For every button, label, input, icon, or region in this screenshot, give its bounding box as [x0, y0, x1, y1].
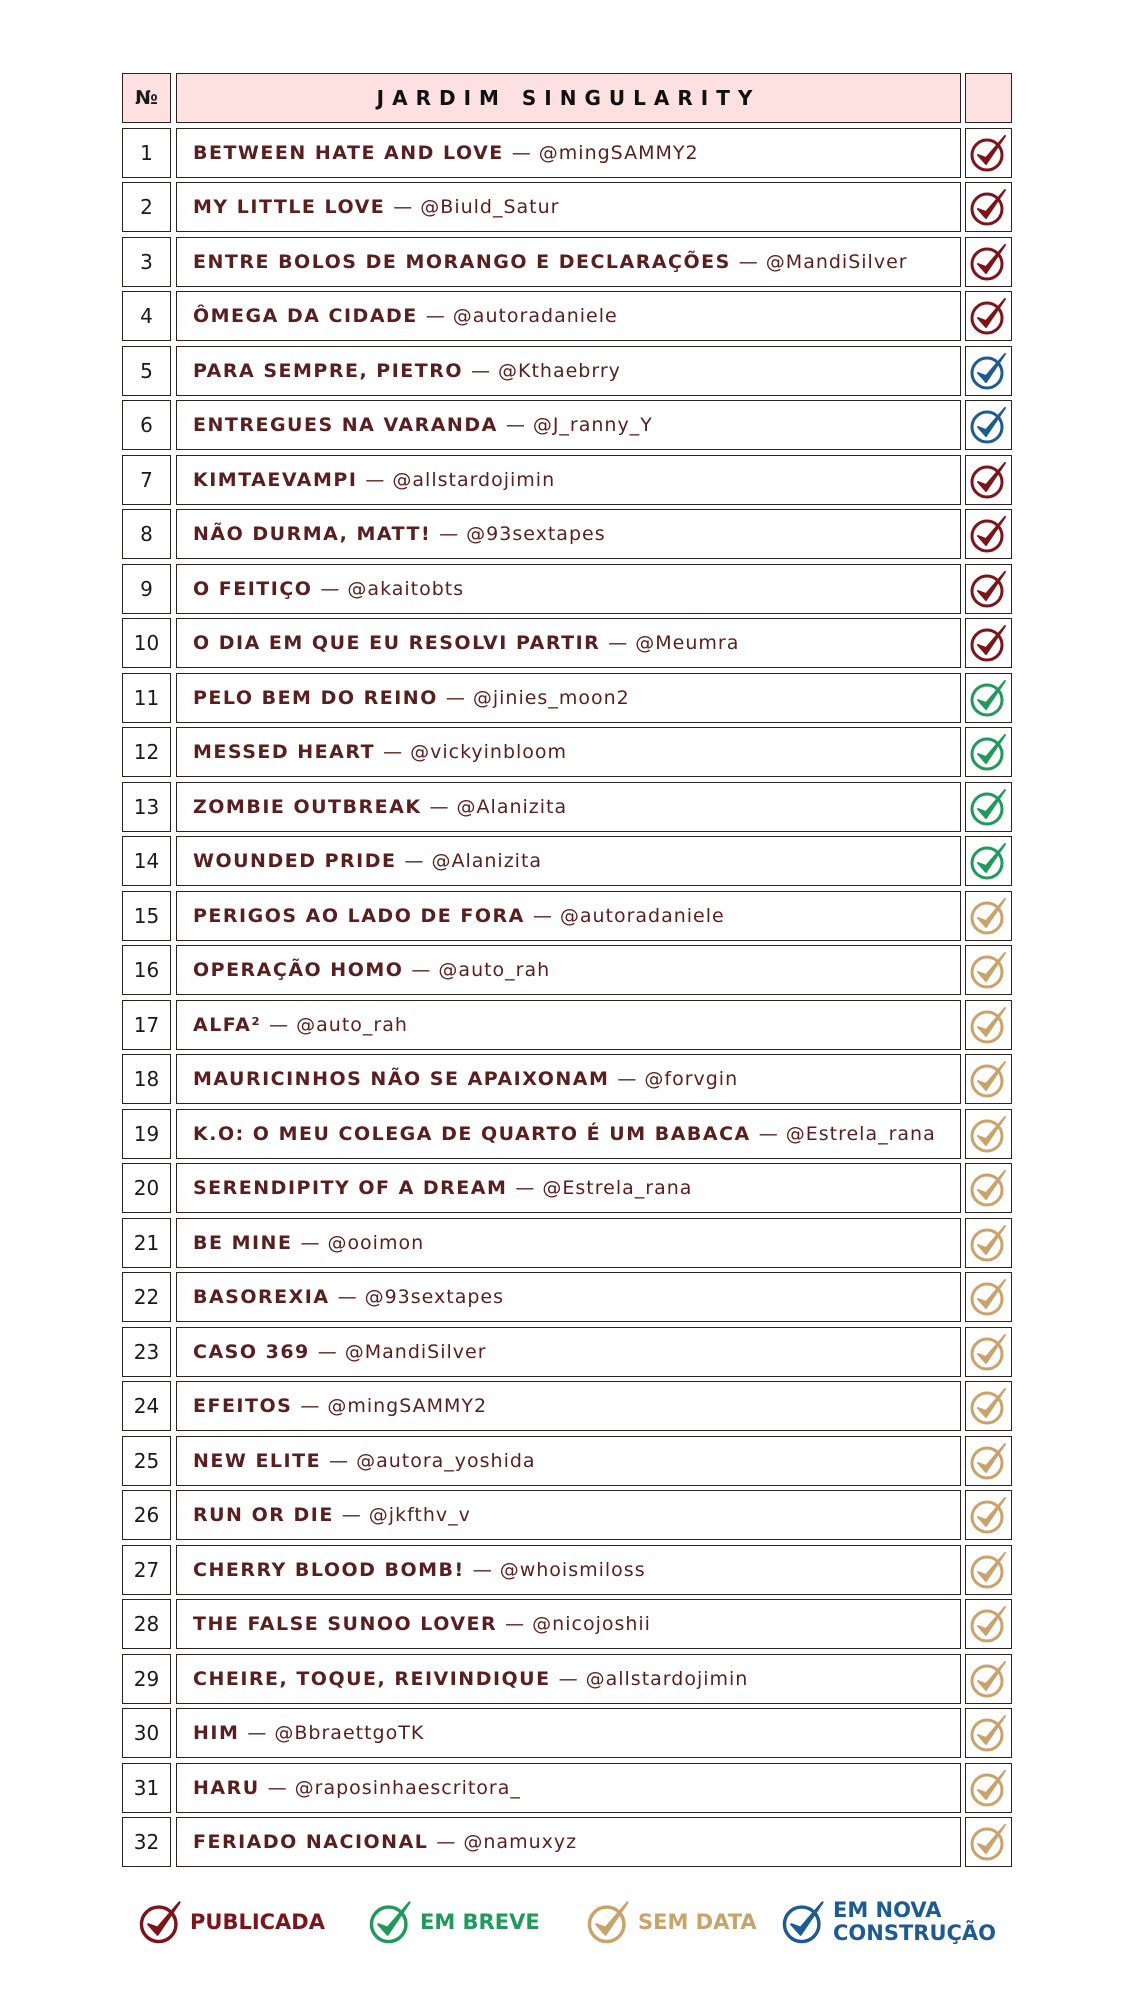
story-title: OPERAÇÃO HOMO — [193, 959, 404, 981]
row-title — [176, 1272, 961, 1322]
row-number: 21 — [122, 1218, 171, 1268]
row-number: 29 — [122, 1654, 171, 1704]
separator: — — [383, 741, 403, 763]
separator: — — [425, 305, 445, 327]
status-cell — [965, 727, 1012, 777]
check-circle-icon — [138, 1899, 184, 1945]
check-circle-icon — [969, 1713, 1009, 1753]
separator: — — [436, 1831, 456, 1853]
author-handle: @93sextapes — [466, 523, 606, 545]
legend-item-publicada — [138, 1892, 325, 1952]
table-row — [122, 455, 1012, 510]
check-circle-icon — [969, 1604, 1009, 1644]
separator: — — [439, 523, 459, 545]
separator: — — [471, 359, 490, 382]
row-title — [176, 1436, 961, 1486]
check-circle-icon — [969, 1005, 1009, 1045]
author-handle: @BbraettgoTK — [274, 1722, 425, 1744]
separator: — — [532, 904, 552, 927]
row-title — [176, 618, 961, 668]
status-cell — [965, 1109, 1012, 1159]
author-handle: @Alanizita — [456, 795, 568, 818]
status-cell — [965, 945, 1012, 995]
story-title: EFEITOS — [193, 1395, 293, 1417]
table-row — [122, 1708, 1012, 1763]
author-handle: @autoradaniele — [559, 904, 725, 927]
row-title — [176, 836, 961, 886]
legend-label-line: SEM DATA — [638, 1909, 757, 1934]
table-row — [122, 1163, 1012, 1218]
story-title: BETWEEN HATE AND LOVE — [193, 141, 504, 164]
check-circle-icon — [969, 787, 1009, 827]
separator: — — [429, 795, 449, 818]
table-row — [122, 1218, 1012, 1273]
row-title — [176, 1381, 961, 1431]
table-row — [122, 509, 1012, 564]
legend-label — [638, 1911, 757, 1934]
author-handle: @allstardojimin — [585, 1667, 749, 1690]
row-number: 4 — [122, 291, 171, 341]
status-cell — [965, 1436, 1012, 1486]
status-cell — [965, 182, 1012, 232]
check-circle-icon — [781, 1899, 827, 1945]
story-title: O FEITIÇO — [193, 577, 313, 600]
author-handle: @namuxyz — [463, 1831, 578, 1853]
author-handle: @jkfthv_v — [368, 1504, 471, 1526]
table-row — [122, 727, 1012, 782]
author-handle: @whoismiloss — [499, 1558, 646, 1581]
story-title: K.O: O MEU COLEGA DE QUARTO É UM BABACA — [193, 1122, 751, 1145]
author-handle: @autoradaniele — [452, 305, 618, 327]
row-number: 14 — [122, 836, 171, 886]
status-column-header — [965, 73, 1012, 123]
row-number: 17 — [122, 1000, 171, 1050]
table-row — [122, 128, 1012, 183]
status-cell — [965, 1327, 1012, 1377]
status-cell — [965, 1381, 1012, 1431]
check-circle-icon — [969, 1114, 1009, 1154]
status-cell — [965, 237, 1012, 287]
story-title: KIMTAEVAMPI — [193, 468, 358, 491]
status-cell — [965, 509, 1012, 559]
row-number: 28 — [122, 1599, 171, 1649]
row-title — [176, 1054, 961, 1104]
table-row — [122, 1381, 1012, 1436]
row-title — [176, 1163, 961, 1213]
row-title — [176, 455, 961, 505]
story-title: MY LITTLE LOVE — [193, 196, 386, 218]
author-handle: @mingSAMMY2 — [327, 1395, 488, 1417]
table-row — [122, 291, 1012, 346]
separator: — — [608, 632, 628, 654]
legend-item-sem-data — [586, 1892, 757, 1952]
row-number: 31 — [122, 1763, 171, 1813]
status-table — [122, 73, 1012, 1872]
row-number: 13 — [122, 782, 171, 832]
row-title — [176, 727, 961, 777]
row-number: 27 — [122, 1545, 171, 1595]
status-cell — [965, 1817, 1012, 1867]
story-title: THE FALSE SUNOO LOVER — [193, 1613, 498, 1635]
author-handle: @Biuld_Satur — [420, 196, 560, 218]
separator: — — [300, 1395, 320, 1417]
author-handle: @autora_yoshida — [356, 1449, 536, 1472]
table-row — [122, 182, 1012, 237]
separator: — — [758, 1122, 778, 1145]
separator: — — [505, 414, 525, 436]
author-handle: @J_ranny_Y — [532, 414, 653, 436]
check-circle-icon — [969, 1768, 1009, 1808]
check-circle-icon — [969, 1386, 1009, 1426]
separator: — — [738, 250, 758, 273]
row-number: 20 — [122, 1163, 171, 1213]
author-handle: @MandiSilver — [765, 250, 908, 273]
number-column-header: № — [122, 73, 171, 123]
story-title: CASO 369 — [193, 1340, 310, 1363]
status-cell — [965, 564, 1012, 614]
separator: — — [411, 959, 431, 981]
row-title — [176, 509, 961, 559]
separator: — — [329, 1449, 349, 1472]
check-circle-icon — [969, 1223, 1009, 1263]
check-circle-icon — [969, 133, 1009, 173]
status-cell — [965, 618, 1012, 668]
story-title: ENTRE BOLOS DE MORANGO E DECLARAÇÕES — [193, 250, 731, 273]
status-cell — [965, 1218, 1012, 1268]
story-title: O DIA EM QUE EU RESOLVI PARTIR — [193, 632, 601, 654]
row-number: 32 — [122, 1817, 171, 1867]
story-title: BASOREXIA — [193, 1286, 330, 1308]
status-cell — [965, 673, 1012, 723]
table-row — [122, 1109, 1012, 1164]
table-row — [122, 945, 1012, 1000]
row-number: 26 — [122, 1490, 171, 1540]
table-row — [122, 1599, 1012, 1654]
check-circle-icon — [969, 242, 1009, 282]
status-cell — [965, 1708, 1012, 1758]
table-header — [122, 73, 1012, 128]
story-title: SERENDIPITY OF A DREAM — [193, 1177, 508, 1199]
status-cell — [965, 1163, 1012, 1213]
table-row — [122, 782, 1012, 837]
status-cell — [965, 1599, 1012, 1649]
author-handle: @Meumra — [635, 632, 740, 654]
check-circle-icon — [969, 1822, 1009, 1862]
check-circle-icon — [969, 841, 1009, 881]
story-title: BE MINE — [193, 1231, 293, 1254]
separator: — — [393, 196, 413, 218]
table-row — [122, 1327, 1012, 1382]
row-number: 9 — [122, 564, 171, 614]
row-number: 3 — [122, 237, 171, 287]
row-title — [176, 1599, 961, 1649]
table-row — [122, 1763, 1012, 1818]
status-cell — [965, 1654, 1012, 1704]
author-handle: @Kthaebrry — [498, 359, 621, 382]
legend-label — [420, 1911, 540, 1934]
story-title: NÃO DURMA, MATT! — [193, 523, 432, 545]
row-number: 18 — [122, 1054, 171, 1104]
status-cell — [965, 346, 1012, 396]
check-circle-icon — [969, 296, 1009, 336]
row-title — [176, 564, 961, 614]
legend-item-em-nova-construcao — [781, 1892, 996, 1952]
check-circle-icon — [969, 1059, 1009, 1099]
status-cell — [965, 400, 1012, 450]
separator: — — [617, 1068, 637, 1090]
row-title — [176, 291, 961, 341]
check-circle-icon — [969, 351, 1009, 391]
story-title: RUN OR DIE — [193, 1504, 334, 1526]
legend-label-line: EM NOVA — [833, 1898, 942, 1922]
row-number: 12 — [122, 727, 171, 777]
story-title: CHERRY BLOOD BOMB! — [193, 1558, 465, 1581]
row-title — [176, 1763, 961, 1813]
status-cell — [965, 836, 1012, 886]
row-number: 1 — [122, 128, 171, 178]
story-title: HARU — [193, 1776, 260, 1799]
author-handle: @Alanizita — [431, 850, 543, 872]
separator: — — [247, 1722, 267, 1744]
row-title — [176, 1327, 961, 1377]
check-circle-icon — [969, 950, 1009, 990]
table-title: JARDIM SINGULARITY — [176, 73, 961, 123]
author-handle: @akaitobts — [347, 577, 465, 600]
author-handle: @Estrela_rana — [785, 1122, 936, 1145]
row-title — [176, 346, 961, 396]
status-cell — [965, 782, 1012, 832]
status-cell — [965, 1763, 1012, 1813]
legend-label — [833, 1899, 996, 1945]
separator: — — [337, 1286, 357, 1308]
row-title — [176, 1545, 961, 1595]
check-circle-icon — [969, 405, 1009, 445]
table-body — [122, 128, 1012, 1872]
table-row — [122, 1436, 1012, 1491]
check-circle-icon — [969, 732, 1009, 772]
legend-item-em-breve — [368, 1892, 540, 1952]
legend-label-line: EM BREVE — [420, 1909, 540, 1934]
check-circle-icon — [969, 1495, 1009, 1535]
separator: — — [558, 1667, 578, 1690]
separator: — — [365, 468, 385, 491]
table-row — [122, 564, 1012, 619]
row-title — [176, 1109, 961, 1159]
table-row — [122, 1545, 1012, 1600]
row-number: 22 — [122, 1272, 171, 1322]
separator: — — [515, 1177, 535, 1199]
check-circle-icon — [969, 1441, 1009, 1481]
check-circle-icon — [969, 1168, 1009, 1208]
separator: — — [320, 577, 340, 600]
table-row — [122, 618, 1012, 673]
author-handle: @93sextapes — [364, 1286, 504, 1308]
author-handle: @jinies_moon2 — [472, 686, 630, 709]
separator: — — [300, 1231, 320, 1254]
separator: — — [269, 1013, 289, 1036]
row-title — [176, 400, 961, 450]
row-title — [176, 1708, 961, 1758]
legend-label — [190, 1911, 325, 1934]
story-title: MAURICINHOS NÃO SE APAIXONAM — [193, 1068, 610, 1090]
row-title — [176, 182, 961, 232]
legend-label-line: PUBLICADA — [190, 1909, 325, 1934]
row-number: 2 — [122, 182, 171, 232]
status-cell — [965, 1054, 1012, 1104]
author-handle: @Estrela_rana — [542, 1177, 693, 1199]
check-circle-icon — [969, 623, 1009, 663]
author-handle: @allstardojimin — [392, 468, 556, 491]
author-handle: @mingSAMMY2 — [538, 141, 699, 164]
story-title: ALFA² — [193, 1013, 262, 1036]
author-handle: @forvgin — [644, 1068, 739, 1090]
check-circle-icon — [969, 1659, 1009, 1699]
table-row — [122, 673, 1012, 728]
story-title: ÔMEGA DA CIDADE — [193, 305, 418, 327]
story-title: WOUNDED PRIDE — [193, 850, 397, 872]
story-title: NEW ELITE — [193, 1449, 322, 1472]
table-row — [122, 1817, 1012, 1872]
separator: — — [505, 1613, 525, 1635]
story-title: HIM — [193, 1722, 240, 1744]
check-circle-icon — [969, 1277, 1009, 1317]
check-circle-icon — [969, 514, 1009, 554]
separator: — — [472, 1558, 492, 1581]
row-number: 25 — [122, 1436, 171, 1486]
row-number: 6 — [122, 400, 171, 450]
status-cell — [965, 291, 1012, 341]
row-title — [176, 1654, 961, 1704]
table-row — [122, 1000, 1012, 1055]
story-title: PERIGOS AO LADO DE FORA — [193, 904, 525, 927]
author-handle: @ooimon — [327, 1231, 425, 1254]
separator: — — [341, 1504, 361, 1526]
story-title: PELO BEM DO REINO — [193, 686, 438, 709]
separator: — — [267, 1776, 287, 1799]
author-handle: @vickyinbloom — [410, 741, 568, 763]
status-cell — [965, 1272, 1012, 1322]
row-number: 10 — [122, 618, 171, 668]
check-circle-icon — [969, 1332, 1009, 1372]
table-row — [122, 1054, 1012, 1109]
author-handle: @auto_rah — [296, 1013, 408, 1036]
row-title — [176, 1000, 961, 1050]
status-cell — [965, 455, 1012, 505]
status-cell — [965, 1000, 1012, 1050]
table-row — [122, 891, 1012, 946]
story-title: ZOMBIE OUTBREAK — [193, 795, 422, 818]
row-title — [176, 891, 961, 941]
row-title — [176, 128, 961, 178]
row-title — [176, 1490, 961, 1540]
separator: — — [445, 686, 465, 709]
legend-label-line: CONSTRUÇÃO — [833, 1921, 997, 1945]
row-number: 23 — [122, 1327, 171, 1377]
table-row — [122, 836, 1012, 891]
story-title: FERIADO NACIONAL — [193, 1831, 429, 1853]
check-circle-icon — [969, 569, 1009, 609]
row-number: 16 — [122, 945, 171, 995]
check-circle-icon — [368, 1899, 414, 1945]
status-legend — [138, 1892, 1008, 1952]
separator: — — [404, 850, 424, 872]
check-circle-icon — [969, 1550, 1009, 1590]
row-number: 11 — [122, 673, 171, 723]
author-handle: @raposinhaescritora_ — [294, 1776, 521, 1799]
row-title — [176, 1218, 961, 1268]
row-title — [176, 945, 961, 995]
table-row — [122, 237, 1012, 292]
author-handle: @auto_rah — [438, 959, 551, 981]
table-row — [122, 1272, 1012, 1327]
check-circle-icon — [969, 896, 1009, 936]
check-circle-icon — [969, 678, 1009, 718]
status-cell — [965, 1490, 1012, 1540]
row-number: 19 — [122, 1109, 171, 1159]
check-circle-icon — [586, 1899, 632, 1945]
row-number: 15 — [122, 891, 171, 941]
separator: — — [511, 141, 531, 164]
table-row — [122, 1654, 1012, 1709]
status-cell — [965, 128, 1012, 178]
row-number: 8 — [122, 509, 171, 559]
check-circle-icon — [969, 460, 1009, 500]
table-row — [122, 1490, 1012, 1545]
table-row — [122, 346, 1012, 401]
check-circle-icon — [969, 187, 1009, 227]
row-number: 24 — [122, 1381, 171, 1431]
story-title: ENTREGUES NA VARANDA — [193, 414, 498, 436]
row-title — [176, 237, 961, 287]
author-handle: @nicojoshii — [532, 1613, 651, 1635]
status-cell — [965, 891, 1012, 941]
row-title — [176, 673, 961, 723]
story-title: CHEIRE, TOQUE, REIVINDIQUE — [193, 1667, 551, 1690]
story-title: PARA SEMPRE, PIETRO — [193, 359, 463, 382]
table-row — [122, 400, 1012, 455]
row-number: 30 — [122, 1708, 171, 1758]
author-handle: @MandiSilver — [344, 1340, 487, 1363]
story-title: MESSED HEART — [193, 741, 376, 763]
row-number: 5 — [122, 346, 171, 396]
row-number: 7 — [122, 455, 171, 505]
status-cell — [965, 1545, 1012, 1595]
row-title — [176, 1817, 961, 1867]
separator: — — [317, 1340, 337, 1363]
row-title — [176, 782, 961, 832]
